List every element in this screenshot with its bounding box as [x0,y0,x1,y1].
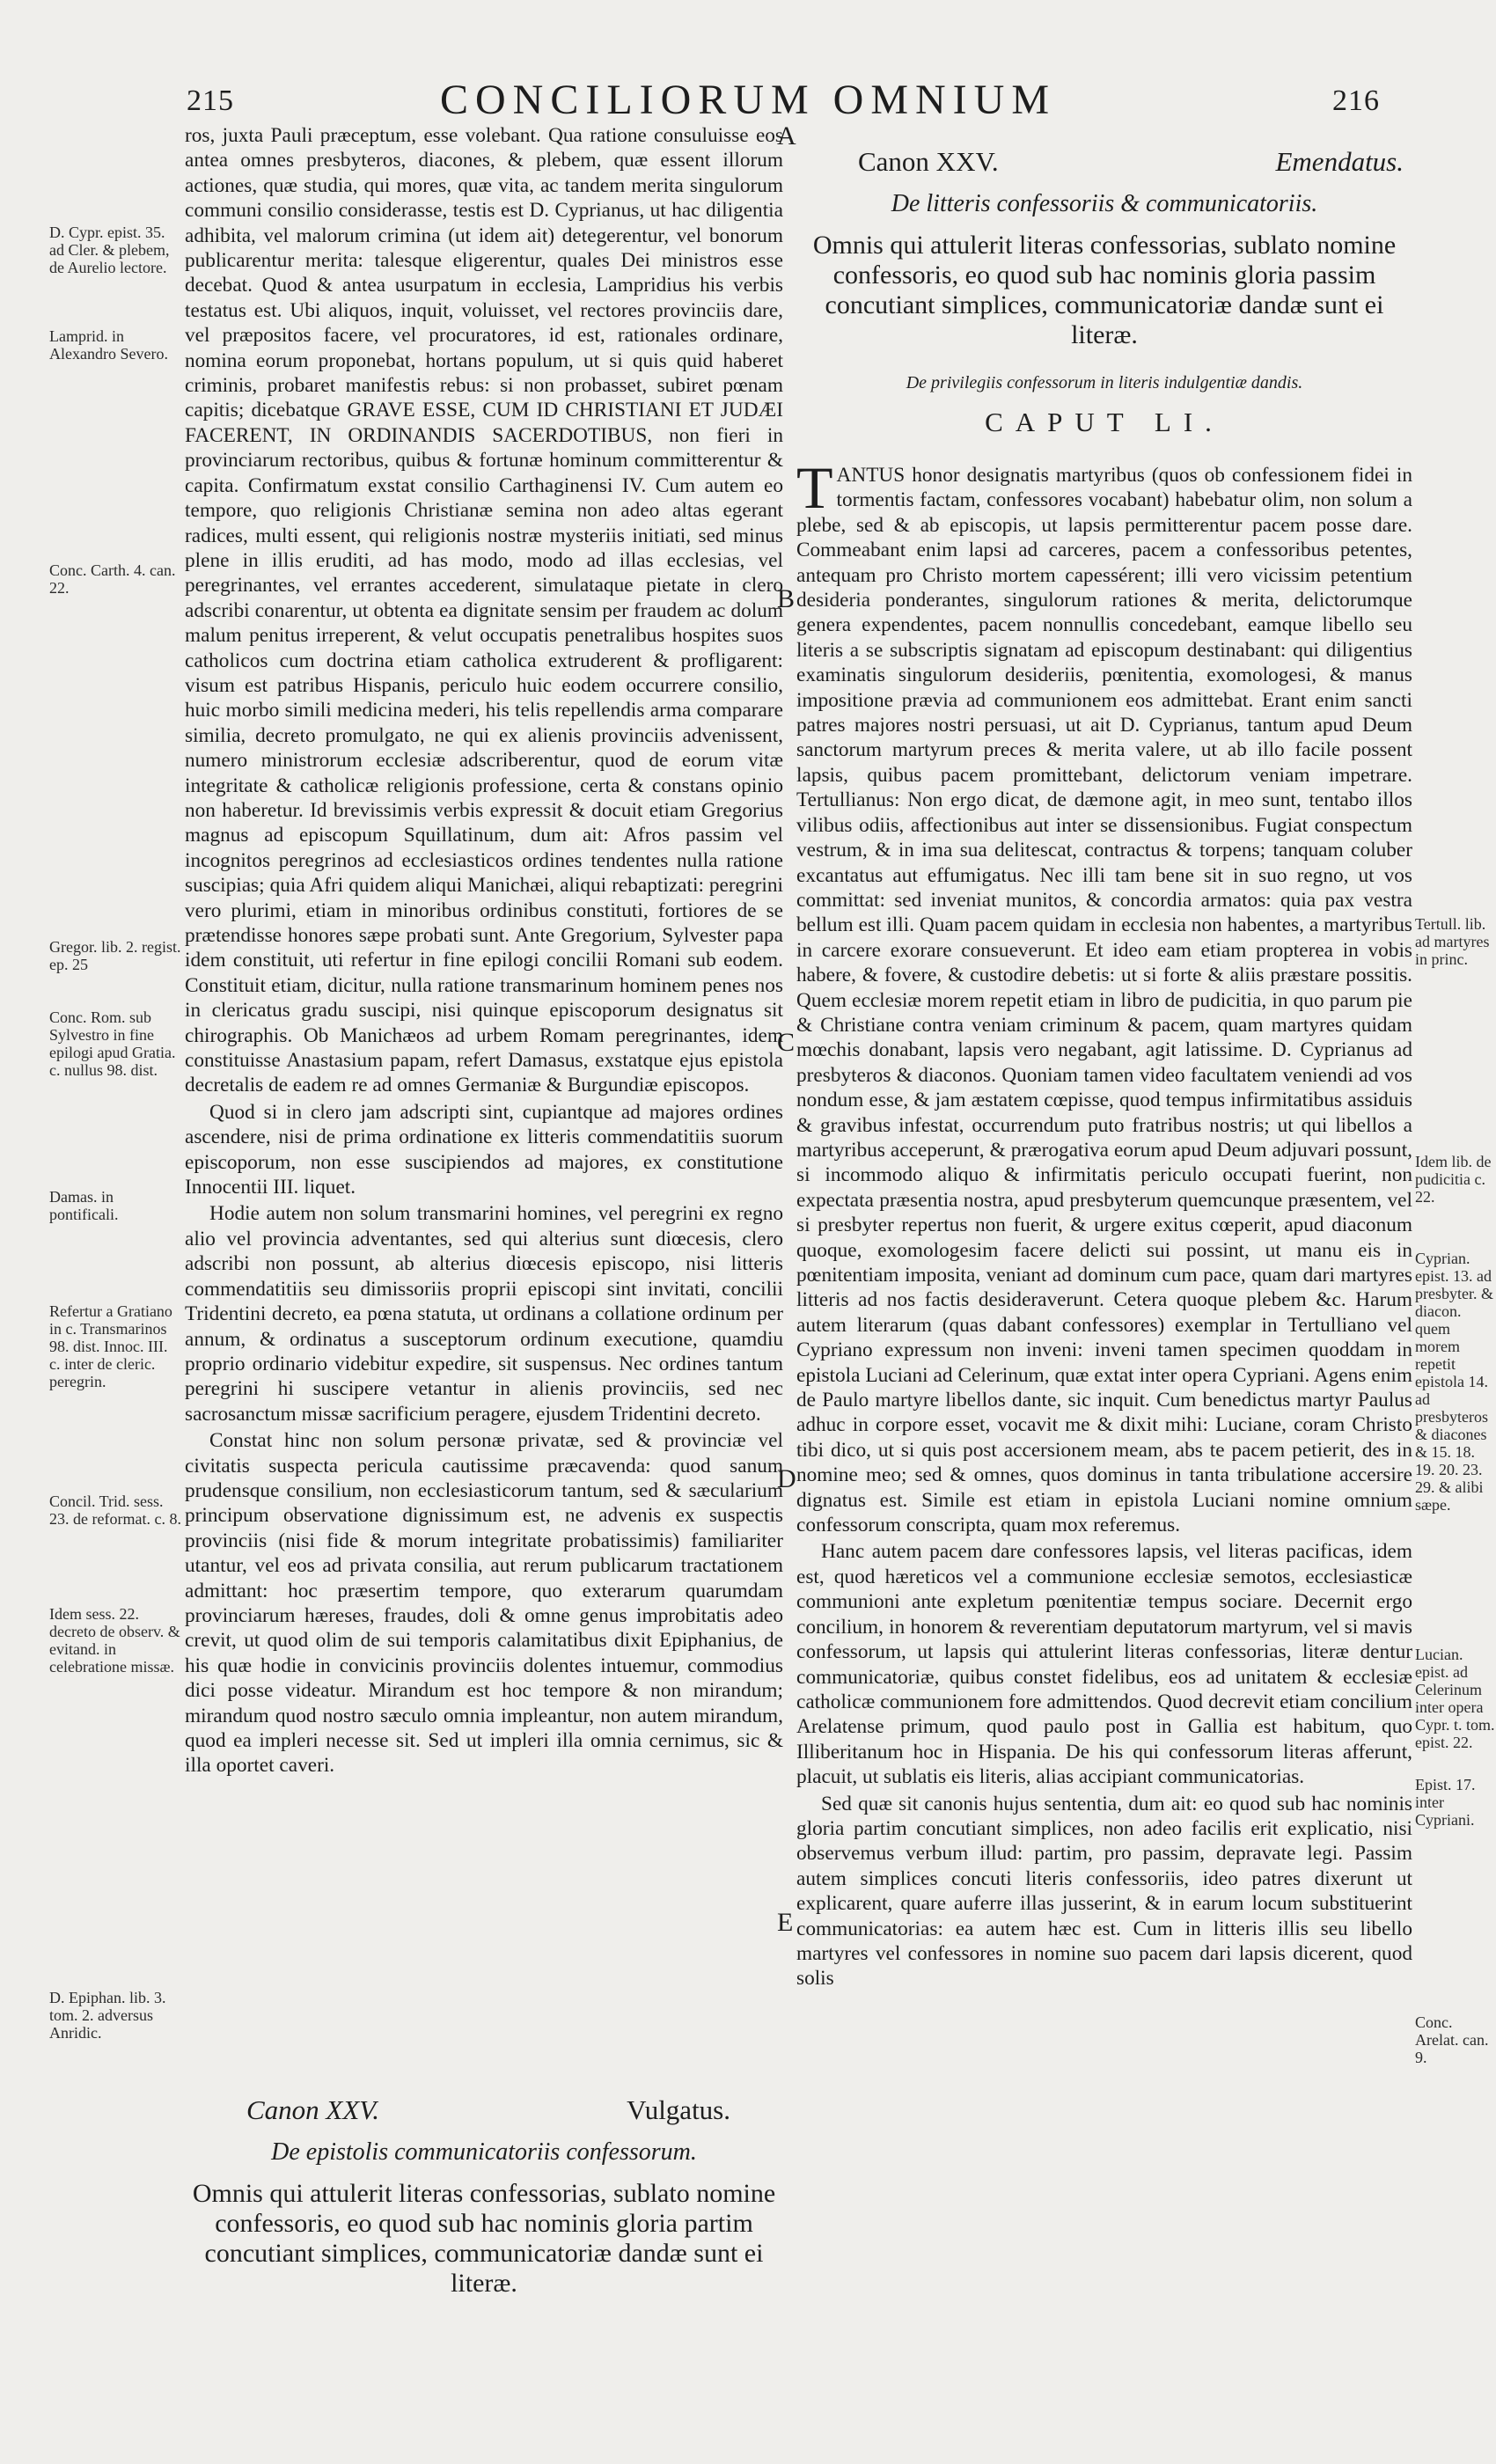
margin-note: Conc. Arelat. can. 9. [1415,2013,1489,2066]
canon-label: Canon XXV. [858,146,999,177]
canon-subtitle: De epistolis communicatoriis confessorum. [271,2138,697,2166]
canon-status: Vulgatus. [627,2094,730,2125]
canon-subtitle: De litteris confessoriis & communicatoriis. [891,190,1318,217]
margin-note: D. Cypr. epist. 35. ad Cler. & plebem, de Aurelio lectore. [49,224,170,276]
margin-note: Epist. 17. inter Cypriani. [1415,1776,1476,1829]
margin-note: Cyprian. epist. 13. ad presbyter. & diacon. quem morem repetit epistola 14. ad presbyteros & diacones & 15. 18. 19. 20. 23. 29. & alibi sæpe. [1415,1250,1493,1514]
chapter-summary: De privilegiis confessorum in literis indulgentiæ dandis. [906,373,1303,392]
drop-cap: T [796,454,833,521]
right-column [796,123,1412,1993]
left-column [185,123,783,1780]
paragraph: Hodie autem non solum transmarini homines, vel peregrini ex regno alio vel provincia adventantes, sed qui alterius sunt diœcesis, clero adscribi non possunt, ab alterius diœcesis episcopo, nisi litteris commendatitiis seu dimissoriis proprii episcopi sint invitati, concilii Tridentini decreto, ea pœna statuta, ut ordinans a collatione ordinum per annum, & ordinatus a susceptorum ordinum executione, quamdiu proprio ordinario videbitur expedire, sit suspensus. Nec ordines tantum peregrini hi suscipere vetantur in alienis provinciis, sed nec sacrosanctum missæ sacrificium peragere, ejusdem Tridentini decreto. [185,1202,783,1426]
margin-note: Concil. Trid. sess. 23. de reformat. c. 8. [49,1492,181,1528]
margin-note: Conc. Rom. sub Sylvestro in fine epilogi apud Gratia. c. nullus 98. dist. [49,1008,176,1079]
margin-note: D. Epiphan. lib. 3. tom. 2. adversus Anridic. [49,1989,166,2042]
canon-status: Emendatus. [1275,146,1404,177]
page-number-left: 215 [187,84,234,117]
paragraph: Constat hinc non solum personæ privatæ, sed & provinciæ vel civitatis suspecta pericula cautissime præcavenda: quod sanum prudensque consilium, non ecclesiasticorum tantum, sed & sæcularium principum observatione dignissimum est, ne advenis ex suspectis provinciis (nisi fide & morum integritate probatissimis) familiariter utantur, vel eos ad privata consilia, aut rerum publicarum tractationem admittant: hoc præsertim tempore, quo exterarum quarumdam provinciarum hæreses, fraudes, doli & omne genus improbitatis adeo crevit, ut quod olim de sui temporis calamitatibus dixit Epiphanius, de his quæ hodie in convicinis provinciis dolentes intuemur, commodius dici posse videatur. Mirandum est hoc tempore & non mirandum; mirandum quod nostro sæculo omnia impleantur, non autem mirandum, quod ea impleri necesse sit. Sed ut impleri illa omnia cernimus, sic & illa oportet caveri. [185,1429,783,1778]
paragraph: Hanc autem pacem dare confessores lapsis, vel literas pacificas, idem est, quod hæreticos vel a communione ecclesiæ semotos, ecclesiasticæ communioni ante expletum pœnitentiæ tempus sociare. Decernit ergo concilium, in honorem & reverentiam deputatorum martyrum, vel si mavis confessorum, ut lapsis qui attulerint literas confessorias, literæ dentur communicatoriæ, quibus constet fidelibus, eos ad unitatem & ecclesiæ catholicæ communionem fore admittendos. Quod decrevit etiam concilium Arelatense primum, quod paulo post in Gallia est habitum, quo Illiberitanum hoc in Hispania. De his qui confessorum literas afferunt, placuit, ut sublatis eis literis, alias accipiant communicatorias. [796,1540,1412,1789]
paragraph: Quod si in clero jam adscripti sint, cupiantque ad majores ordines ascendere, nisi de prima ordinatione ex litteris commendatitiis suorum episcoporum, non esse suscipiendos ad majores, ex constitutione Innocentii III. liquet. [185,1100,783,1199]
section-letter-e: E [777,1908,794,1937]
paragraph: ros, juxta Pauli præceptum, esse volebant. Qua ratione consuluisse eos antea omnes presbyteros, diacones, & plebem, quæ essent illorum actiones, quæ studia, qui mores, quæ vita, ac tandem merita singulorum communi consilio considerasse, testis est D. Cyprianus, ut hac diligentia adhibita, vel malorum crimina (ut idem ait) detegerentur, vel bonorum publicarentur merita: talesque eligerentur, quales Dei ministros esse decebat. Quod & antea usurpatum in ecclesia, Lampridius his verbis testatus est. Ubi aliquos, inquit, voluisset, vel rectores provinciis dare, vel præpositos facere, vel procuratores, id est, rationales ordinare, nomina eorum proponebat, hortans populum, ut si quis quid haberet criminis, probaret manifestis rebus: si non probasset, subiret pœnam capitis; dicebatque GRAVE ESSE, CUM ID CHRISTIANI ET JUDÆI FACERENT, IN ORDINANDIS SACERDOTIBUS, non fieri in provinciarum rectoribus, quibus & fortunæ hominum committerentur & capita. Confirmatum exstat consilio Carthaginensi IV. Cum autem eo tempore, quo religionis Christianæ semina non adeo altas egerant radices, multi essent, qui religionis nostræ mysteriis initiati, sed minus plene in illis eruditi, ad has modo, modo ad illas ecclesias, vel peregrinantes, vel errantes accederent, simulataque pietate in clero adscribi conarentur, ut obtenta ea dignitate sensim per fraudem ac dolum malum penitus irreperent, & velut occupatis penetralibus hospites suos catholicos cum doctrina etiam catholica extruderent & profligarent: visum est patribus Hispanis, periculo huic eodem occurrere consilio, huic morbo simili medicina mederi, his telis repellendis arma comparare similia, decreto promulgato, ne qui ex alienis provinciis advenissent, numero ministrorum ecclesiæ adscriberentur, quod de eorum vitæ integritate & catholicæ religionis professione, certa & constans opinio non haberetur. Id brevissimis verbis expressit & docuit etiam Gregorius magnus ad episcopum Squillatinum, dum ait: Afros passim vel incognitos peregrinos ad ecclesiasticos ordines tendentes nulla ratione suscipias; quia Afri quidem aliqui Manichæi, aliqui rebaptizati: peregrini vero plurimi, etiam in minoribus ordinibus constituti, fortiores de se prætendisse honores sæpe probati sunt. Ante Gregorium, Sylvester papa idem constituit, uti refertur in fine epilogi concilii Romani sub eodem. Constituit etiam, dicitur, nulla ratione transmarinum hominem penes nos in clericatus gradu suscipi, nisi quinque episcoporum designatus sit chirographis. Ob Manichæos ad urbem Romam peregrinantes, idem constituisse Anastasium papam, refert Damasus, exstatque ejus epistola decretalis de eadem re ad omnes Germaniæ & Burgundiæ episcopos. [185,124,783,1097]
section-letter-a: A [777,121,796,150]
margin-note: Idem sess. 22. decreto de observ. & evitand. in celebratione missæ. [49,1605,180,1676]
margin-note: Refertur a Gratiano in c. Transmarinos 98. dist. Innoc. III. c. inter de cleric. peregrin. [49,1302,172,1390]
margin-note: Lamprid. in Alexandro Severo. [49,327,168,363]
margin-note: Tertull. lib. ad martyres in princ. [1415,915,1490,968]
section-letter-b: B [777,584,796,613]
canon-vulgatus [185,2094,783,2299]
section-letter-c: C [777,1028,796,1057]
chapter-heading: CAPUT LI. [985,407,1224,437]
paragraph: Sed quæ sit canonis hujus sententia, dum ait: eo quod sub hac nominis gloria partim concutiant simplices, non adeo facilis erit explicatio, nisi observemus verbum illud: partim, pro passim, depravate legi. Passim autem simplices concuti literis confessoriis, ideo patres dixerunt ut explicarent, quare auferre illas jusserint, & in earum locum substituerint communicatorias: ea autem hæc est. Cum in litteris illis seu libello martyres vel confessores in nomine suo pacem dari lapsis dicerent, quod solis [796,1792,1412,1991]
canon-text: Omnis qui attulerit literas confessorias, sublato nomine confessoris, eo quod sub hac nominis gloria passim concutiant simplices, communicatoriæ dandæ sunt ei literæ. [812,231,1397,349]
margin-note: Lucian. epist. ad Celerinum inter opera Cypr. t. tom. epist. 22. [1415,1646,1495,1751]
paragraph [796,454,1412,1537]
margin-note: Conc. Carth. 4. can. 22. [49,561,176,597]
running-header: CONCILIORUM OMNIUM [439,77,1056,123]
margin-note: Damas. in pontificali. [49,1188,119,1223]
canon-text: Omnis qui attulerit literas confessorias, sublato nomine confessoris, eo quod sub hac nominis gloria partim concutiant simplices, communicatoriæ dandæ sunt ei literæ. [192,2179,776,2298]
canon-label: Canon XXV. [246,2094,379,2125]
section-letter-d: D [777,1464,796,1493]
margin-note: Idem lib. de pudicitia c. 22. [1415,1153,1492,1206]
margin-note: Gregor. lib. 2. regist. ep. 25 [49,938,181,973]
paragraph-text: ANTUS honor designatis martyribus (quos ob confessionem fidei in tormentis factam, confessores vocabant) habebatur olim, non solum a plebe, sed & ab episcopis, ut lapsis permitterentur pacem posse dare. Commeabant enim lapsi ad carceres, pacem a confessoribus petentes, antequam pro Christo mortem capessérent; illi vero vicissim petentium desideria ponderantes, singulorum rationes & merita, delictorumque genera expendentes, pacem nonnullis concedebant, eamque libello seu literis a se subscriptis signatam ad episcopum destinabant: qui diligentius examinatis singulorum desideriis, pœnitentia, exomologesi, & manus impositione prævia ad communionem eos admittebat. Erant enim sancti patres majores nostri persuasi, ut ait D. Cyprianus, tantum apud Deum sanctorum martyrum preces & merita valere, ut ab illo facile possent lapsis, quibus pacem promittebant, delictorum veniam impetrare. Tertullianus: Non ergo dicat, de dæmone agit, in meo sunt, tentabo illos vilibus odiis, affectionibus aut inter se dissensionibus. Fugiat conspectum vestrum, & in ima sua delitescat, contractus & torpens; tanquam coluber excantatus aut effumigatus. Nec illi tam bene sit in suo regno, ut vos committat: sed inveniat munitos, & concordia armatos: quia pax vestra bellum est illi. Quam pacem quidam in ecclesia non habentes, a martyribus in carcere exorare consueverunt. Et ideo eam etiam propterea in vobis habere, & fovere, & custodire debetis: ut si forte & aliis præstare possitis. Quem ecclesiæ morem repetit etiam in libro de pudicitia, in quo parum pie & Christiane contra veniam criminum & pacem, quam martyres quidam mœchis donabant, lapsis vero negabant, agit latissime. D. Cyprianus ad presbyteros & diaconos. Quoniam tamen video facultatem veniendi ad vos nondum esse, & jam æstatem cœpisse, quod tempus infirmitatibus assiduis & gravibus infestat, occurrendum puto fratribus nostris; ut qui libellos a martyribus acceperunt, & prærogativa eorum apud Deum adjuvari possunt, si incommodo aliquo & infirmitatis periculo occupati fuerint, non expectata præsentia nostra, apud presbyterum quemcunque præsentem, vel si presbyter repertus non fuerit, & urgere exitus cœperit, apud diaconum quoque, exomologesim facere delicti sui possint, ut manu eis in pœnitentiam imposita, veniant ad dominum cum pace, quam dari martyres litteris ad nos factis desideraverunt. Cetera quoque plebem &c. Harum autem literarum (quas dabant confessores) exemplar in Tertulliano vel Cypriano expressum non inveni: inveni tamen specimen quoddam in epistola Luciani ad Celerinum, quæ extat inter opera Cypriani. Agens enim de Paulo martyre libellos dante, sic inquit. Cum benedictus martyr Paulus adhuc in corpore esset, vocavit me & dixit mihi: Luciane, coram Christo tibi dico, ut si quis post accersionem meam, abs te pacem petierit, des in nomine meo; sed & omnes, quos dominus in tanta tribulatione accersire dignatus est. Simile est etiam in epistola Luciani nomine omnium confessorum conscripta, quam mox referemus. [796,464,1412,1537]
page-number-right: 216 [1332,84,1380,117]
